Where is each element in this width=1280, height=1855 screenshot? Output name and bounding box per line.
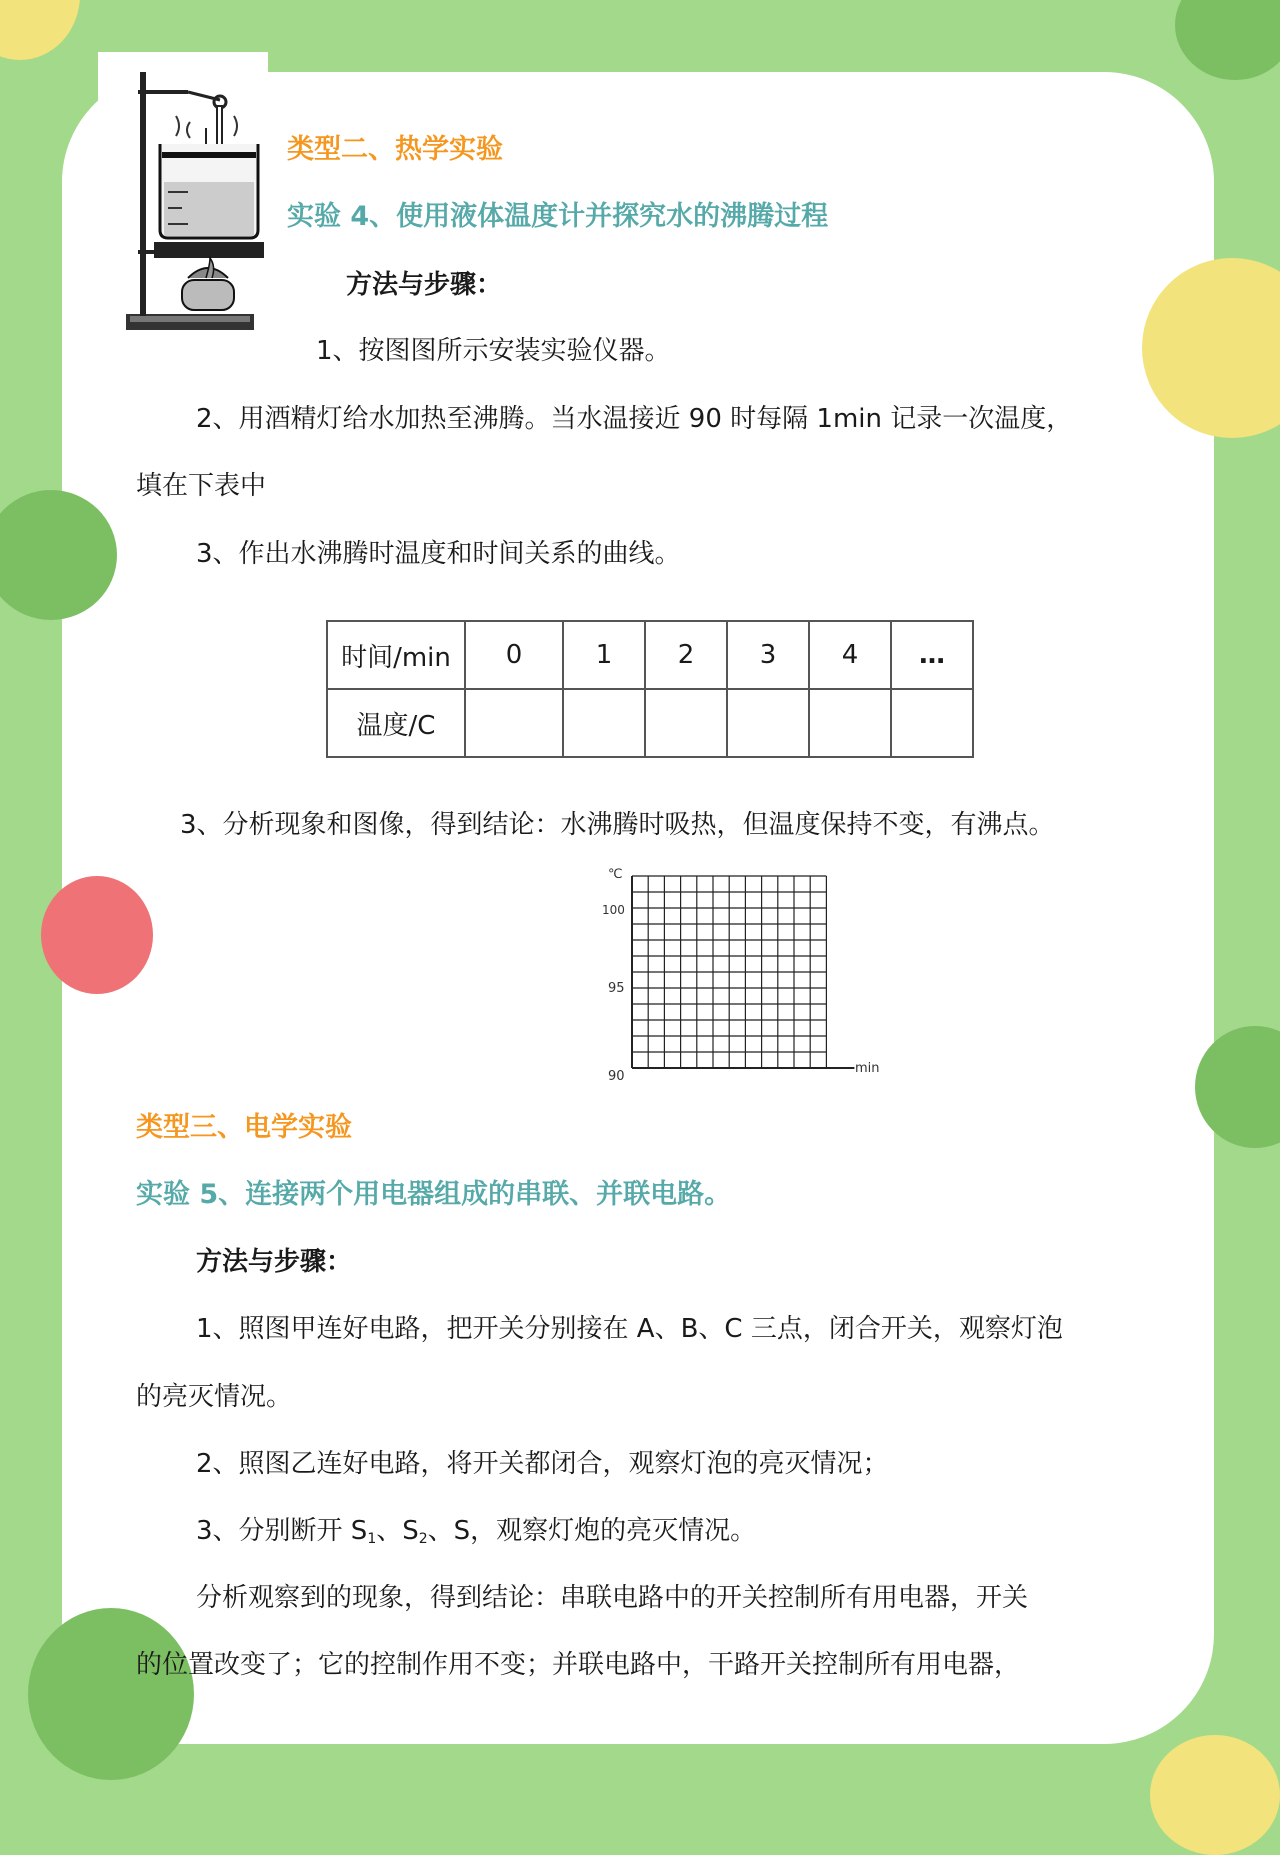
table-cell-temp-4[interactable] (809, 689, 891, 757)
type2-method-label: 方法与步骤： (346, 270, 503, 300)
decor-circle-yellow-top-left (0, 0, 80, 60)
table-cell-temp-1[interactable] (563, 689, 645, 757)
table-cell-time-2: 2 (645, 621, 727, 689)
temperature-time-grid (600, 858, 890, 1084)
type3-heading: 类型三、电学实验 (136, 1112, 352, 1143)
experiment4-heading: 实验 4、使用液体温度计并探究水的沸腾过程 (287, 201, 829, 232)
decor-circle-red-left (41, 876, 153, 994)
switch-s2-subscript: 2 (418, 1531, 428, 1547)
table-cell-temp-more[interactable] (891, 689, 973, 757)
type3-step3 (196, 1514, 756, 1556)
type3-conclusion-line1: 分析观察到的现象，得到结论：串联电路中的开关控制所有用电器，开关 (196, 1583, 1029, 1613)
table-cell-temp-3[interactable] (727, 689, 809, 757)
table-header-time: 时间/min (327, 621, 465, 689)
graph-y-label-90: 90 (608, 1069, 625, 1084)
type2-step2-line1: 2、用酒精灯给水加热至沸腾。当水温接近 90 时每隔 1min 记录一次温度， (196, 404, 1073, 434)
switch-s1-subscript: 1 (367, 1531, 377, 1547)
type2-conclusion: 3、分析现象和图像，得到结论：水沸腾时吸热，但温度保持不变，有沸点。 (180, 810, 1055, 840)
type2-step2-line2: 填在下表中 (136, 471, 267, 501)
table-cell-temp-0[interactable] (465, 689, 563, 757)
experiment5-heading: 实验 5、连接两个用电器组成的串联、并联电路。 (136, 1179, 732, 1210)
decor-circle-green-bottom-left (28, 1608, 194, 1780)
decor-circle-yellow-bottom-right (1150, 1735, 1280, 1855)
type3-conclusion-line2: 的位置改变了；它的控制作用不变；并联电路中，干路开关控制所有用电器， (136, 1650, 1021, 1680)
type3-step3-separator: 、S (376, 1516, 419, 1546)
graph-y-label-100: 100 (602, 903, 625, 917)
table-cell-time-3: 3 (727, 621, 809, 689)
graph-x-unit: min (855, 1061, 880, 1076)
graph-y-unit: ℃ (608, 867, 623, 882)
table-cell-time-0: 0 (465, 621, 563, 689)
table-cell-time-1: 1 (563, 621, 645, 689)
type2-step1: 1、按图图所示安装实验仪器。 (316, 336, 671, 366)
type2-step3: 3、作出水沸腾时温度和时间关系的曲线。 (196, 539, 681, 569)
boiling-apparatus-illustration (98, 52, 268, 337)
temperature-record-table (326, 620, 974, 758)
table-header-temperature: 温度/C (327, 689, 465, 757)
type3-step1-line2: 的亮灭情况。 (136, 1382, 293, 1412)
decor-circle-green-top-right (1175, 0, 1280, 80)
table-cell-time-more: … (891, 621, 973, 689)
type3-step2: 2、照图乙连好电路，将开关都闭合，观察灯泡的亮灭情况； (196, 1449, 889, 1479)
type3-method-label: 方法与步骤： (196, 1247, 353, 1277)
table-row-temperature (327, 689, 973, 757)
type3-step3-suffix: 、S，观察灯炮的亮灭情况。 (427, 1516, 757, 1546)
table-row-time (327, 621, 973, 689)
graph-y-label-95: 95 (608, 981, 625, 996)
grid-lines (632, 876, 854, 1068)
type3-step3-prefix: 3、分别断开 S (196, 1516, 368, 1546)
type2-heading: 类型二、热学实验 (287, 134, 503, 165)
type3-step1-line1: 1、照图甲连好电路，把开关分别接在 A、B、C 三点，闭合开关，观察灯泡 (196, 1314, 1063, 1344)
table-cell-time-4: 4 (809, 621, 891, 689)
table-cell-temp-2[interactable] (645, 689, 727, 757)
